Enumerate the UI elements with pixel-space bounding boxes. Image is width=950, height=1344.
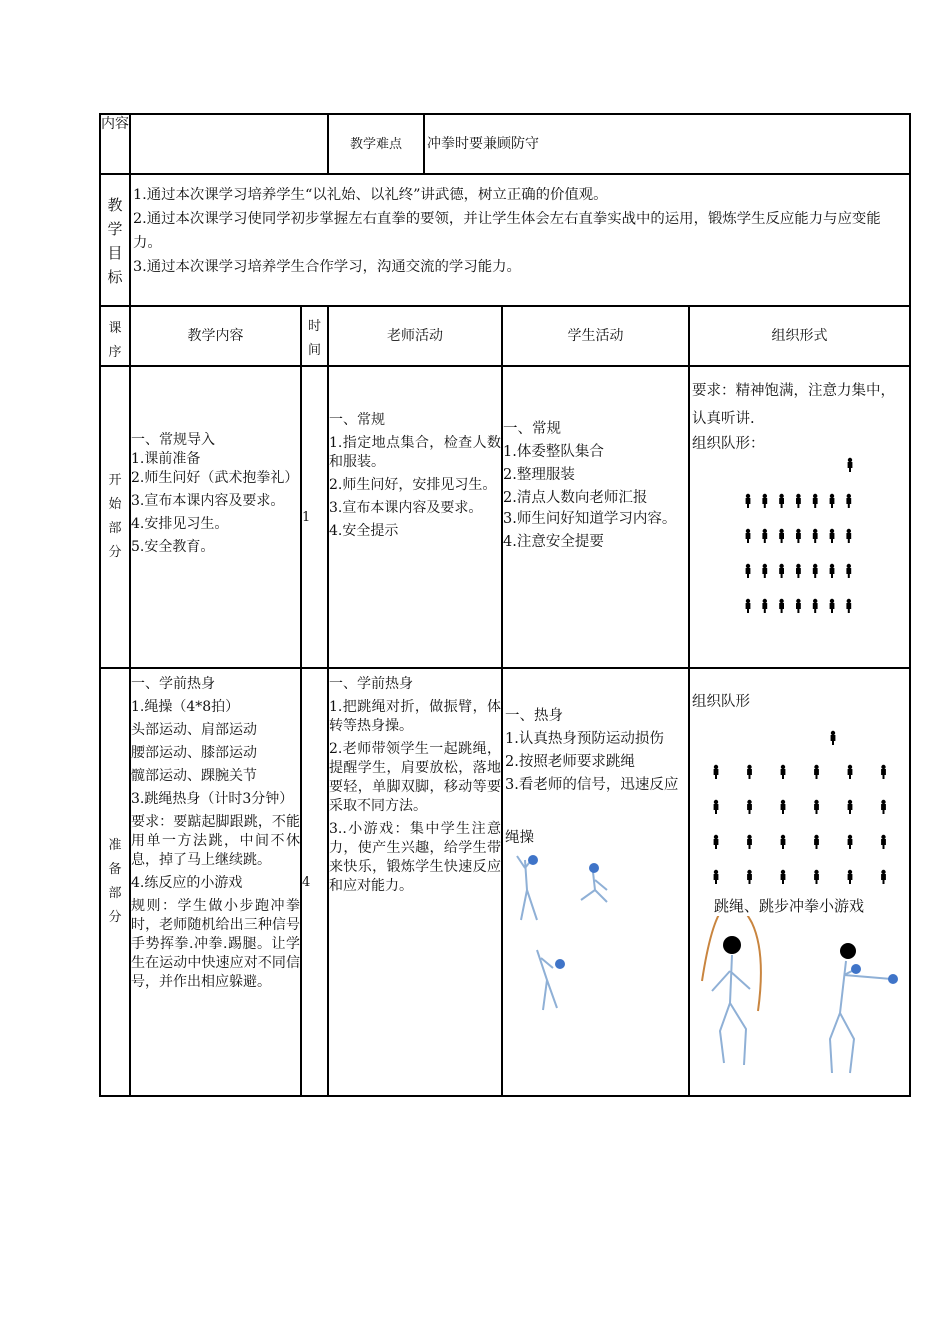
student-marker-icon [796,599,801,613]
student-marker-icon [714,765,719,779]
start-time: 1 [301,366,328,668]
rope-exercise-figure-icon [517,856,607,1010]
student-marker-icon [746,564,751,578]
difficulty-value: 冲拳时要兼顾防守 [427,136,539,152]
goals-row [100,174,910,306]
student-marker-icon [796,564,801,578]
content-value-cell [130,114,328,174]
student-marker-icon [830,529,835,543]
student-marker-icon [747,870,752,884]
student-marker-icon [714,800,719,814]
goals-label: 教学目标 [100,174,130,306]
student-marker-icon [747,765,752,779]
student-marker-icon [846,599,851,613]
content-label: 内容 [100,114,130,174]
formation-diagram-start [690,454,909,624]
start-section-row [100,366,910,668]
student-marker-icon [848,458,853,472]
student-marker-icon [779,599,784,613]
start-form-requirement: 要求：精神饱满，注意力集中，认真听讲. [692,383,895,427]
student-marker-icon [848,835,853,849]
game-caption: 跳绳、跳步冲拳小游戏 [714,897,865,915]
student-marker-icon [813,529,818,543]
student-marker-icon [796,529,801,543]
col-content: 教学内容 [130,306,301,366]
prep-form-cell [689,668,910,1096]
start-form-label: 组织队形： [692,436,765,452]
col-order: 课序 [100,306,130,366]
col-time: 时间 [301,306,328,366]
lesson-plan-table [99,113,911,1097]
start-student: 一、常规 1.体委整队集合 2.整理服装 2.清点人数向老师汇报 3.师生问好知道学习内容。 4.注意安全提要 [502,366,689,668]
goal-item: 1.通过本次课学习培养学生“以礼始、以礼终”讲武德，树立正确的价值观。 [133,187,608,203]
prep-time: 4 [301,668,328,1096]
student-marker-icon [746,494,751,508]
student-marker-icon [762,564,767,578]
jumper-figure-icon [712,955,750,1065]
student-marker-icon [781,765,786,779]
student-marker-icon [881,800,886,814]
student-marker-icon [846,494,851,508]
difficulty-label: 教学难点 [329,115,425,173]
column-header-row [100,306,910,366]
student-marker-icon [846,529,851,543]
fist-marker-icon [888,974,898,984]
student-marker-icon [881,870,886,884]
puncher-head-icon [840,943,856,959]
rope-exercise-label: 绳操 [505,830,534,846]
student-marker-icon [746,529,751,543]
ball-marker-icon [528,855,538,865]
col-student: 学生活动 [502,306,689,366]
student-marker-icon [746,599,751,613]
student-marker-icon [814,800,819,814]
jumper-head-icon [723,936,741,954]
goal-item: 2.通过本次课学习使同学初步掌握左右直拳的要领，并让学生体会左右直拳实战中的运用，锻炼学生反应能力与应变能力。 [133,211,881,251]
student-marker-icon [779,564,784,578]
student-marker-icon [747,800,752,814]
student-marker-icon [813,564,818,578]
rope-exercise-figures [503,850,688,1020]
student-marker-icon [814,765,819,779]
student-marker-icon [762,494,767,508]
student-marker-icon [781,800,786,814]
student-marker-icon [796,494,801,508]
header-row [100,114,910,174]
student-marker-icon [714,870,719,884]
student-marker-icon [830,599,835,613]
puncher-figure-icon [830,961,892,1073]
start-teacher: 一、常规 1.指定地点集合，检查人数和服装。 2.师生问好，安排见习生。 3.宣布本课内容及要求。 4.安全提示 [328,366,502,668]
start-form-cell [689,366,910,668]
student-marker-icon [881,835,886,849]
student-marker-icon [831,731,836,745]
prep-label: 准备部分 [100,668,130,1096]
prep-form-label: 组织队形 [692,694,750,710]
student-marker-icon [781,870,786,884]
col-form: 组织形式 [689,306,910,366]
prep-content: 一、学前热身 1.绳操（4*8拍） 头部运动、肩部运动 腰部运动、膝部运动 髋部运动、踝腕关节 3.跳绳热身（计时3分钟） 要求：要踮起脚跟跳，不能用单一方法跳，中间不休息，掉了马上继续跳。 4.练反应的小游戏 规则：学生做小步跑冲拳时，老师随机给出三种信号手势挥拳.冲拳.踢腿。让学生在运动中快速应对不同信号，并作出相应躲避。 [130,668,301,1096]
student-marker-icon [848,870,853,884]
fist-marker-icon [851,964,861,974]
prep-student: 一、热身 1.认真热身预防运动损伤 2.按照老师要求跳绳 3.看老师的信号，迅速反应 绳操 [502,668,689,1096]
student-marker-icon [830,564,835,578]
student-marker-icon [814,835,819,849]
student-marker-icon [781,835,786,849]
student-marker-icon [779,529,784,543]
student-marker-icon [762,529,767,543]
col-teacher: 老师活动 [328,306,502,366]
goal-item: 3.通过本次课学习培养学生合作学习，沟通交流的学习能力。 [133,259,521,275]
prep-section-row [100,668,910,1096]
student-marker-icon [762,599,767,613]
student-marker-icon [848,800,853,814]
start-content: 一、常规导入 1.课前准备 2.师生问好（武术抱拳礼） 3.宣布本课内容及要求。 4.安排见习生。 5.安全教育。 [130,366,301,668]
start-label: 开始部分 [100,366,130,668]
prep-teacher: 一、学前热身 1.把跳绳对折，做振臂，体转等热身操。 2.老师带领学生一起跳绳，提醒学生，肩要放松，落地要轻，单脚双脚，移动等要采取不同方法。 3..小游戏：集中学生注意力，使产生兴趣，给学生带来快乐，锻炼学生快速反应和应对能力。 [328,668,502,1096]
student-marker-icon [747,835,752,849]
student-marker-icon [881,765,886,779]
ball-marker-icon [555,959,565,969]
student-marker-icon [813,599,818,613]
student-marker-icon [813,494,818,508]
student-marker-icon [779,494,784,508]
student-marker-icon [830,494,835,508]
goals-cell [130,174,910,306]
ball-marker-icon [589,863,599,873]
student-marker-icon [714,835,719,849]
student-marker-icon [846,564,851,578]
student-marker-icon [848,765,853,779]
student-marker-icon [814,870,819,884]
